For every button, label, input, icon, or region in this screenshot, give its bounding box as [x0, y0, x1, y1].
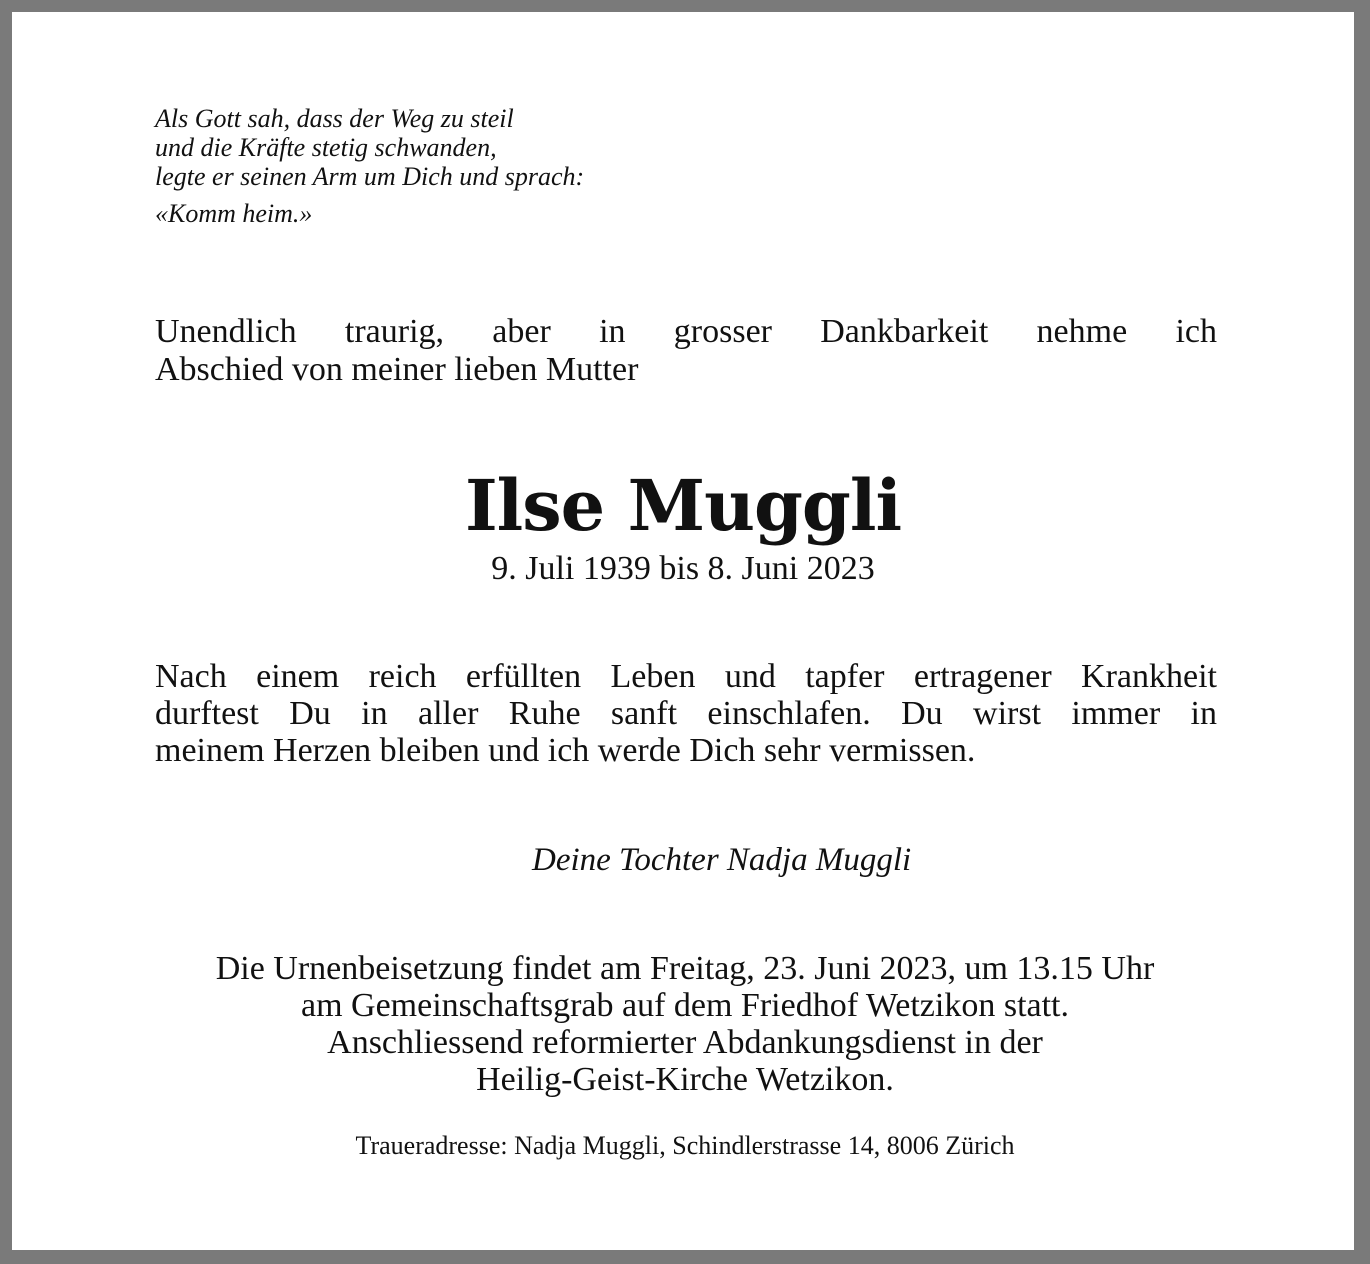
ceremony-line: Anschliessend reformierter Abdankungsdienst in der — [327, 1024, 1043, 1061]
ceremony-info — [12, 950, 1358, 1098]
obituary-page — [12, 12, 1354, 1250]
message-text — [155, 658, 1217, 769]
deceased-name: Ilse Muggli — [464, 464, 902, 547]
intro-line: Abschied von meiner lieben Mutter — [155, 351, 639, 388]
poem-line: Als Gott sah, dass der Weg zu steil — [155, 104, 514, 133]
poem-line: legte er seinen Arm um Dich und sprach: — [155, 162, 585, 191]
message-line: Nach einem reich erfüllten Leben und tapfer ertragener Krankheit — [155, 658, 1217, 695]
poem-closing: «Komm heim.» — [155, 199, 313, 228]
mourning-address: Traueradresse: Nadja Muggli, Schindlerstrasse 14, 8006 Zürich — [355, 1131, 1015, 1160]
message-line: meinem Herzen bleiben und ich werde Dich sehr vermissen. — [155, 732, 976, 769]
message-line: durftest Du in aller Ruhe sanft einschlafen. Du wirst immer in — [155, 695, 1217, 732]
poem — [155, 104, 755, 228]
ceremony-line: Heilig-Geist-Kirche Wetzikon. — [476, 1061, 894, 1098]
signature: Deine Tochter Nadja Muggli — [532, 842, 912, 878]
poem-line: und die Kräfte stetig schwanden, — [155, 133, 497, 162]
ceremony-line: Die Urnenbeisetzung findet am Freitag, 23. Juni 2023, um 13.15 Uhr — [215, 950, 1155, 987]
life-dates: 9. Juli 1939 bis 8. Juni 2023 — [491, 550, 875, 587]
intro-line: Unendlich traurig, aber in grosser Dankbarkeit nehme ich — [155, 313, 1217, 350]
intro-text — [155, 313, 1217, 389]
ceremony-line: am Gemeinschaftsgrab auf dem Friedhof Wetzikon statt. — [300, 987, 1070, 1024]
